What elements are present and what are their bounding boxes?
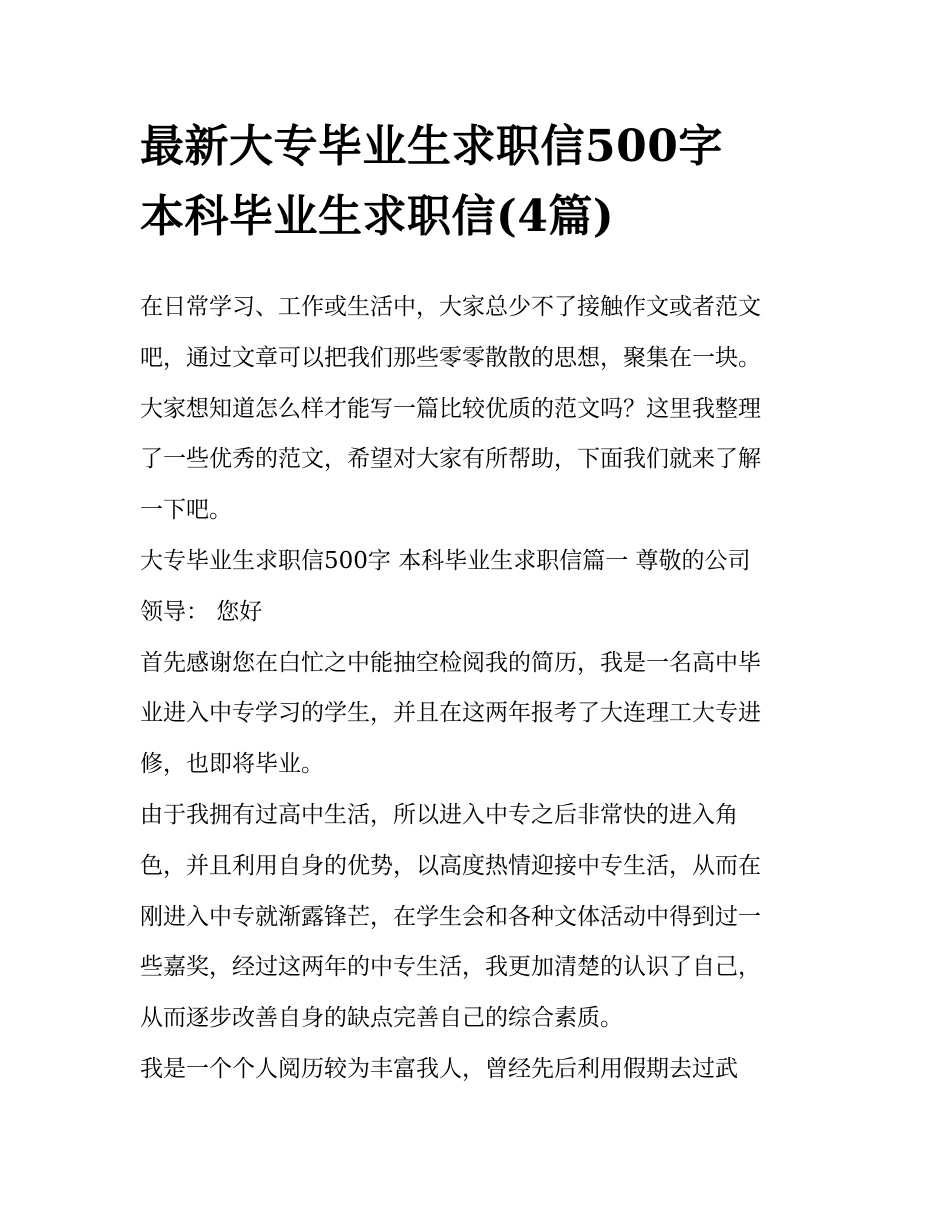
body-line: 一下吧。: [140, 497, 232, 524]
body-line: 吧，通过文章可以把我们那些零零散散的思想，聚集在一块。: [140, 344, 761, 371]
body-line: 大家想知道怎么样才能写一篇比较优质的范文吗？这里我整理: [140, 395, 761, 422]
body-line: 业进入中专学习的学生，并且在这两年报考了大连理工大专进: [140, 700, 761, 727]
body-line: 些嘉奖，经过这两年的中专生活，我更加清楚的认识了自己，: [140, 954, 761, 981]
body-line: 在日常学习、工作或生活中，大家总少不了接触作文或者范文: [140, 294, 761, 320]
body-line: 首先感谢您在白忙之中能抽空检阅我的简历，我是一名高中毕: [140, 649, 761, 676]
body-line: 了一些优秀的范文，希望对大家有所帮助，下面我们就来了解: [140, 446, 761, 473]
document-title: [140, 112, 830, 252]
body-line: 色，并且利用自身的优势，以高度热情迎接中专生活，从而在: [140, 852, 761, 879]
body-line: 大专毕业生求职信500字 本科毕业生求职信篇一 尊敬的公司: [140, 547, 751, 574]
body-line: 由于我拥有过高中生活，所以进入中专之后非常快的进入角: [140, 801, 738, 828]
title-line: 本科毕业生求职信(4篇): [140, 191, 615, 242]
title-line: 最新大专毕业生求职信500字: [140, 121, 723, 172]
body-line: 我是一个个人阅历较为丰富我人，曾经先后利用假期去过武: [140, 1055, 738, 1082]
body-line: 刚进入中专就渐露锋芒，在学生会和各种文体活动中得到过一: [140, 903, 761, 930]
document-body: [140, 282, 820, 1095]
body-line: 修，也即将毕业。: [140, 751, 324, 778]
body-line: 领导： 您好: [140, 598, 263, 625]
body-line: 从而逐步改善自身的缺点完善自己的综合素质。: [140, 1005, 623, 1032]
